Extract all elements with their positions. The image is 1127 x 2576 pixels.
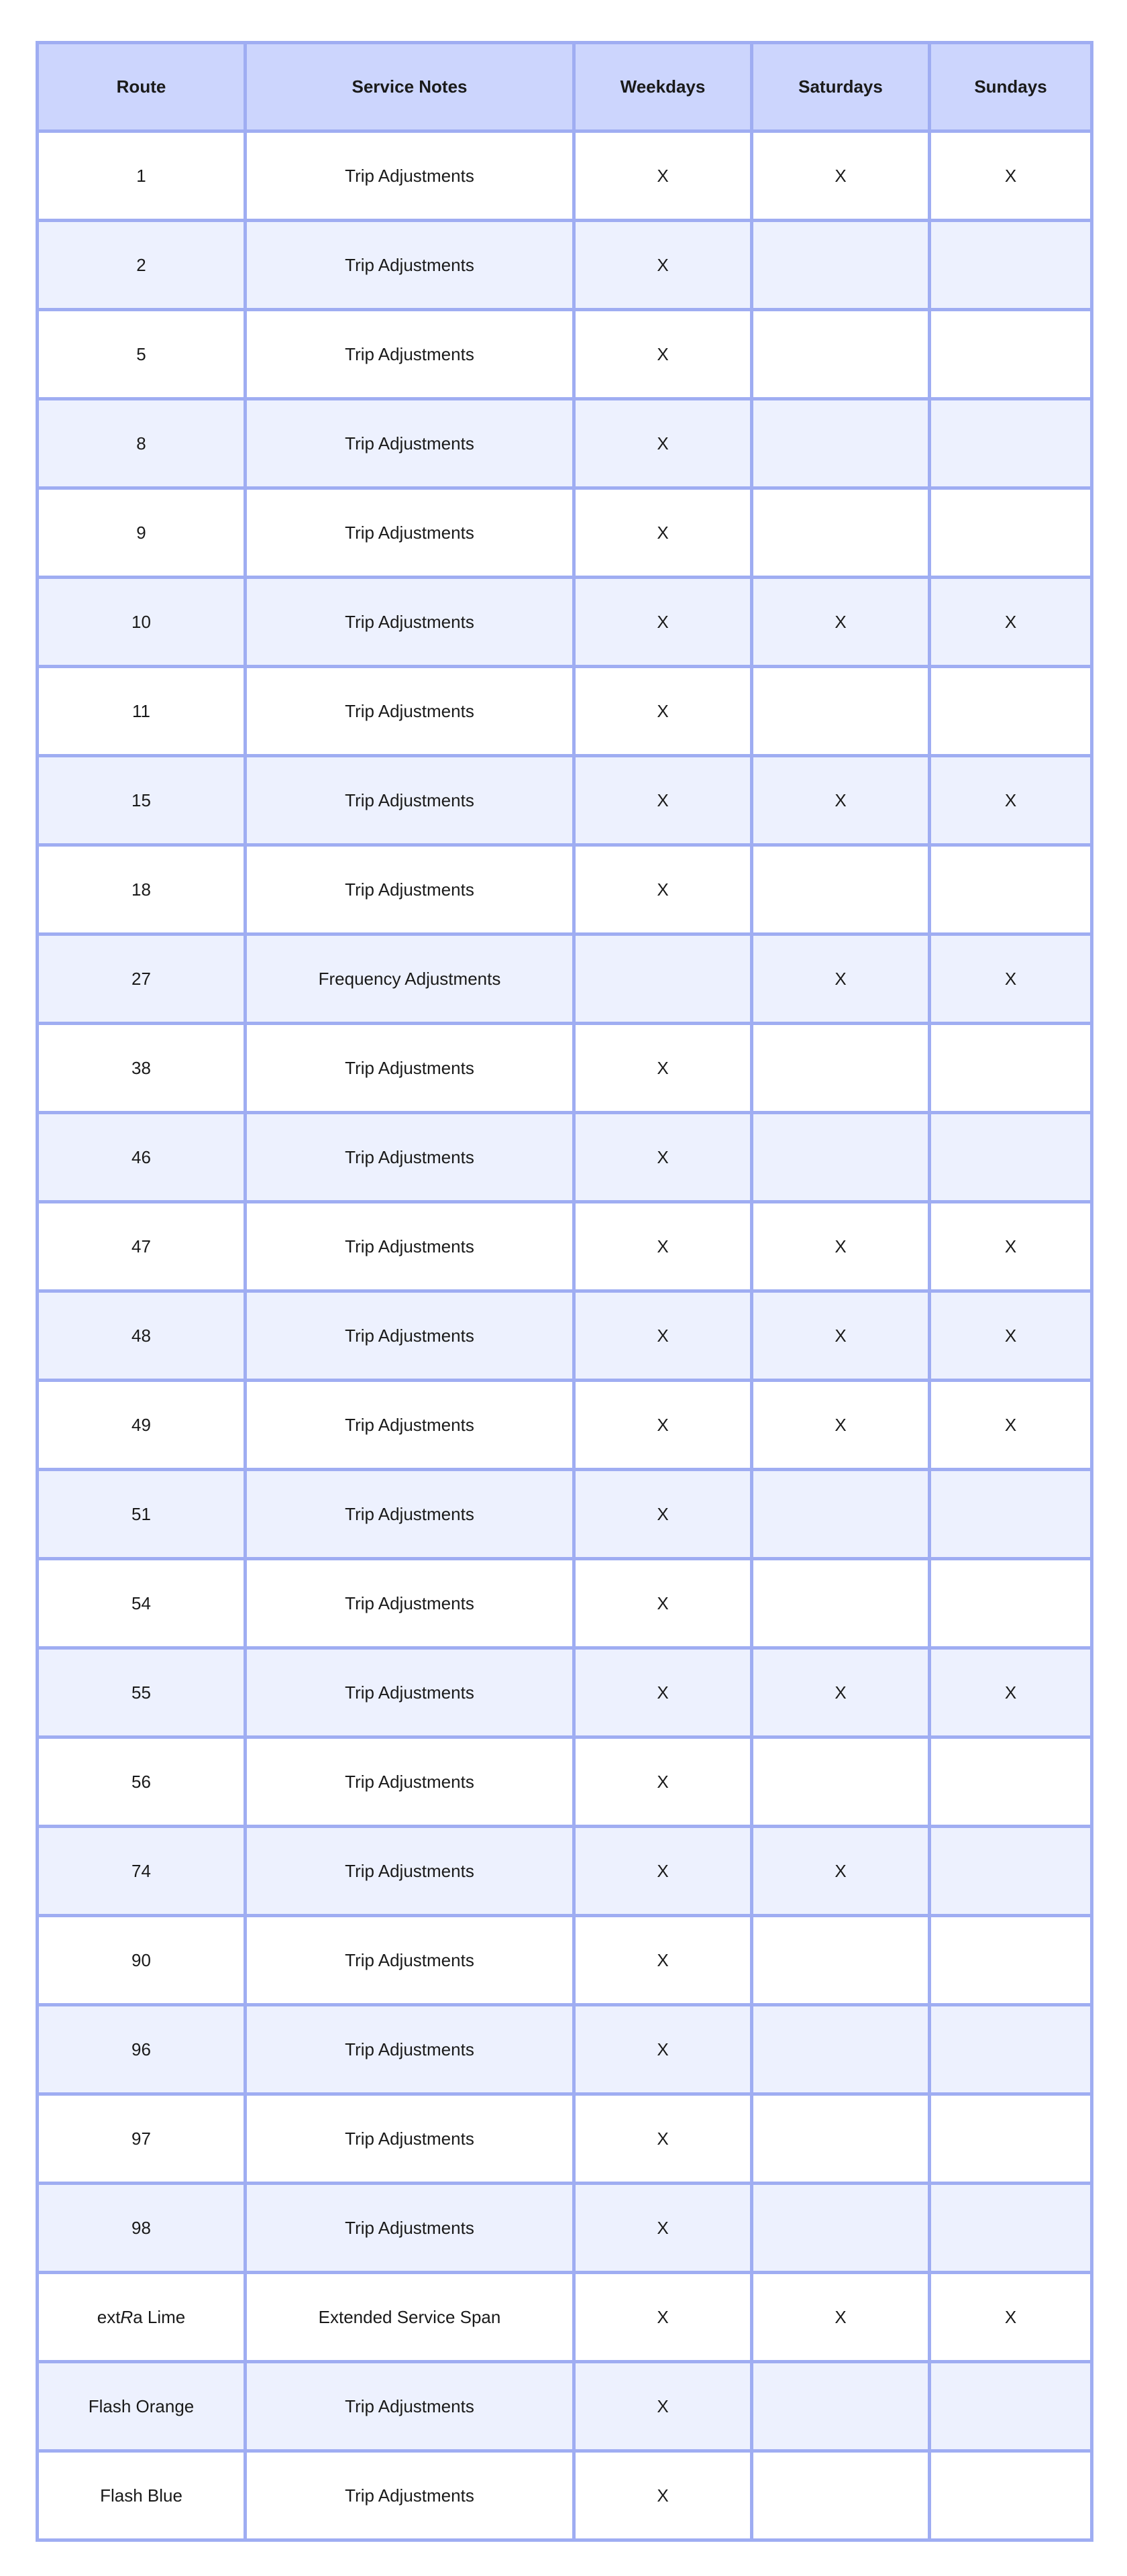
weekdays-cell: X bbox=[574, 2362, 752, 2451]
route-cell: Flash Blue bbox=[38, 2451, 246, 2540]
header-weekdays: Weekdays bbox=[574, 43, 752, 131]
table-row bbox=[38, 2094, 1092, 2184]
route-cell: 97 bbox=[38, 2094, 246, 2184]
weekdays-cell: X bbox=[574, 2005, 752, 2094]
header-route: Route bbox=[38, 43, 246, 131]
sundays-cell bbox=[930, 2005, 1092, 2094]
sundays-cell bbox=[930, 310, 1092, 399]
weekdays-cell: X bbox=[574, 399, 752, 488]
weekdays-cell: X bbox=[574, 1024, 752, 1113]
service-notes-cell: Trip Adjustments bbox=[246, 2362, 574, 2451]
saturdays-cell bbox=[752, 845, 930, 934]
table-row bbox=[38, 221, 1092, 310]
route-cell: 2 bbox=[38, 221, 246, 310]
table-row bbox=[38, 1559, 1092, 1648]
route-cell: 90 bbox=[38, 1916, 246, 2005]
sundays-cell: X bbox=[930, 756, 1092, 845]
service-notes-cell: Trip Adjustments bbox=[246, 1737, 574, 1827]
sundays-cell bbox=[930, 1113, 1092, 1202]
service-notes-cell: Trip Adjustments bbox=[246, 488, 574, 578]
saturdays-cell bbox=[752, 1024, 930, 1113]
saturdays-cell: X bbox=[752, 2273, 930, 2362]
service-notes-cell: Trip Adjustments bbox=[246, 1113, 574, 1202]
service-notes-cell: Trip Adjustments bbox=[246, 1202, 574, 1291]
weekdays-cell bbox=[574, 934, 752, 1024]
saturdays-cell: X bbox=[752, 131, 930, 221]
service-changes-table bbox=[36, 41, 1093, 2542]
saturdays-cell bbox=[752, 1470, 930, 1559]
header-sundays: Sundays bbox=[930, 43, 1092, 131]
saturdays-cell bbox=[752, 1113, 930, 1202]
route-cell: 48 bbox=[38, 1291, 246, 1381]
weekdays-cell: X bbox=[574, 845, 752, 934]
weekdays-cell: X bbox=[574, 1202, 752, 1291]
sundays-cell: X bbox=[930, 1381, 1092, 1470]
weekdays-cell: X bbox=[574, 2273, 752, 2362]
service-notes-cell: Frequency Adjustments bbox=[246, 934, 574, 1024]
saturdays-cell: X bbox=[752, 1381, 930, 1470]
weekdays-cell: X bbox=[574, 1916, 752, 2005]
table-row bbox=[38, 756, 1092, 845]
saturdays-cell bbox=[752, 1737, 930, 1827]
service-notes-cell: Trip Adjustments bbox=[246, 1916, 574, 2005]
table-row bbox=[38, 2184, 1092, 2273]
saturdays-cell bbox=[752, 310, 930, 399]
sundays-cell bbox=[930, 1916, 1092, 2005]
saturdays-cell: X bbox=[752, 756, 930, 845]
table-row bbox=[38, 2273, 1092, 2362]
service-notes-cell: Trip Adjustments bbox=[246, 1024, 574, 1113]
weekdays-cell: X bbox=[574, 1648, 752, 1737]
table-row bbox=[38, 310, 1092, 399]
sundays-cell bbox=[930, 1559, 1092, 1648]
table-row bbox=[38, 667, 1092, 756]
service-notes-cell: Extended Service Span bbox=[246, 2273, 574, 2362]
weekdays-cell: X bbox=[574, 1827, 752, 1916]
service-notes-cell: Trip Adjustments bbox=[246, 310, 574, 399]
weekdays-cell: X bbox=[574, 131, 752, 221]
sundays-cell: X bbox=[930, 1291, 1092, 1381]
route-cell: 8 bbox=[38, 399, 246, 488]
saturdays-cell bbox=[752, 2184, 930, 2273]
saturdays-cell: X bbox=[752, 1827, 930, 1916]
route-cell: 11 bbox=[38, 667, 246, 756]
sundays-cell bbox=[930, 1470, 1092, 1559]
sundays-cell bbox=[930, 399, 1092, 488]
service-notes-cell: Trip Adjustments bbox=[246, 845, 574, 934]
table-row bbox=[38, 1291, 1092, 1381]
service-notes-cell: Trip Adjustments bbox=[246, 1381, 574, 1470]
header-saturdays: Saturdays bbox=[752, 43, 930, 131]
service-notes-cell: Trip Adjustments bbox=[246, 578, 574, 667]
service-changes-table-container bbox=[36, 41, 1090, 2542]
table-row bbox=[38, 1648, 1092, 1737]
sundays-cell: X bbox=[930, 1202, 1092, 1291]
service-notes-cell: Trip Adjustments bbox=[246, 1291, 574, 1381]
service-notes-cell: Trip Adjustments bbox=[246, 2005, 574, 2094]
saturdays-cell bbox=[752, 2362, 930, 2451]
table-row bbox=[38, 934, 1092, 1024]
saturdays-cell bbox=[752, 221, 930, 310]
sundays-cell bbox=[930, 488, 1092, 578]
table-row bbox=[38, 1024, 1092, 1113]
weekdays-cell: X bbox=[574, 756, 752, 845]
route-cell: 46 bbox=[38, 1113, 246, 1202]
route-cell: 96 bbox=[38, 2005, 246, 2094]
service-notes-cell: Trip Adjustments bbox=[246, 667, 574, 756]
sundays-cell bbox=[930, 2184, 1092, 2273]
route-cell: 1 bbox=[38, 131, 246, 221]
table-row bbox=[38, 1737, 1092, 1827]
service-notes-cell: Trip Adjustments bbox=[246, 1559, 574, 1648]
weekdays-cell: X bbox=[574, 1113, 752, 1202]
weekdays-cell: X bbox=[574, 1291, 752, 1381]
saturdays-cell: X bbox=[752, 578, 930, 667]
route-cell: 38 bbox=[38, 1024, 246, 1113]
sundays-cell bbox=[930, 1737, 1092, 1827]
weekdays-cell: X bbox=[574, 310, 752, 399]
weekdays-cell: X bbox=[574, 1470, 752, 1559]
sundays-cell bbox=[930, 667, 1092, 756]
saturdays-cell bbox=[752, 1916, 930, 2005]
route-cell: 10 bbox=[38, 578, 246, 667]
route-cell: 54 bbox=[38, 1559, 246, 1648]
service-notes-cell: Trip Adjustments bbox=[246, 1827, 574, 1916]
saturdays-cell bbox=[752, 2451, 930, 2540]
table-row bbox=[38, 1113, 1092, 1202]
service-notes-cell: Trip Adjustments bbox=[246, 2094, 574, 2184]
sundays-cell bbox=[930, 1024, 1092, 1113]
route-cell: 55 bbox=[38, 1648, 246, 1737]
weekdays-cell: X bbox=[574, 221, 752, 310]
route-cell: 15 bbox=[38, 756, 246, 845]
table-row bbox=[38, 845, 1092, 934]
header-service-notes: Service Notes bbox=[246, 43, 574, 131]
route-cell: extRa Lime bbox=[38, 2273, 246, 2362]
service-notes-cell: Trip Adjustments bbox=[246, 1648, 574, 1737]
route-cell: 49 bbox=[38, 1381, 246, 1470]
saturdays-cell: X bbox=[752, 1648, 930, 1737]
route-cell: 56 bbox=[38, 1737, 246, 1827]
saturdays-cell: X bbox=[752, 1202, 930, 1291]
route-cell: 74 bbox=[38, 1827, 246, 1916]
saturdays-cell bbox=[752, 1559, 930, 1648]
sundays-cell bbox=[930, 221, 1092, 310]
route-cell: 51 bbox=[38, 1470, 246, 1559]
table-row bbox=[38, 2005, 1092, 2094]
weekdays-cell: X bbox=[574, 578, 752, 667]
weekdays-cell: X bbox=[574, 2451, 752, 2540]
route-cell: 27 bbox=[38, 934, 246, 1024]
sundays-cell: X bbox=[930, 578, 1092, 667]
table-row bbox=[38, 1916, 1092, 2005]
table-row bbox=[38, 578, 1092, 667]
sundays-cell bbox=[930, 1827, 1092, 1916]
route-cell: 98 bbox=[38, 2184, 246, 2273]
saturdays-cell: X bbox=[752, 934, 930, 1024]
service-notes-cell: Trip Adjustments bbox=[246, 2451, 574, 2540]
sundays-cell bbox=[930, 2451, 1092, 2540]
service-notes-cell: Trip Adjustments bbox=[246, 221, 574, 310]
weekdays-cell: X bbox=[574, 1737, 752, 1827]
service-notes-cell: Trip Adjustments bbox=[246, 399, 574, 488]
table-header-row bbox=[38, 43, 1092, 131]
table-row bbox=[38, 1827, 1092, 1916]
sundays-cell: X bbox=[930, 1648, 1092, 1737]
sundays-cell: X bbox=[930, 2273, 1092, 2362]
saturdays-cell bbox=[752, 667, 930, 756]
table-row bbox=[38, 2451, 1092, 2540]
service-notes-cell: Trip Adjustments bbox=[246, 2184, 574, 2273]
table-row bbox=[38, 2362, 1092, 2451]
table-row bbox=[38, 399, 1092, 488]
sundays-cell bbox=[930, 845, 1092, 934]
route-cell: 18 bbox=[38, 845, 246, 934]
route-cell: Flash Orange bbox=[38, 2362, 246, 2451]
saturdays-cell bbox=[752, 2005, 930, 2094]
weekdays-cell: X bbox=[574, 667, 752, 756]
service-notes-cell: Trip Adjustments bbox=[246, 756, 574, 845]
sundays-cell: X bbox=[930, 934, 1092, 1024]
sundays-cell: X bbox=[930, 131, 1092, 221]
table-row bbox=[38, 131, 1092, 221]
weekdays-cell: X bbox=[574, 488, 752, 578]
route-cell: 47 bbox=[38, 1202, 246, 1291]
saturdays-cell bbox=[752, 2094, 930, 2184]
route-cell: 5 bbox=[38, 310, 246, 399]
service-notes-cell: Trip Adjustments bbox=[246, 131, 574, 221]
route-cell: 9 bbox=[38, 488, 246, 578]
table-row bbox=[38, 1381, 1092, 1470]
weekdays-cell: X bbox=[574, 2094, 752, 2184]
weekdays-cell: X bbox=[574, 1559, 752, 1648]
table-body bbox=[38, 131, 1092, 2540]
service-notes-cell: Trip Adjustments bbox=[246, 1470, 574, 1559]
weekdays-cell: X bbox=[574, 2184, 752, 2273]
table-row bbox=[38, 1202, 1092, 1291]
table-row bbox=[38, 488, 1092, 578]
sundays-cell bbox=[930, 2094, 1092, 2184]
saturdays-cell: X bbox=[752, 1291, 930, 1381]
sundays-cell bbox=[930, 2362, 1092, 2451]
saturdays-cell bbox=[752, 399, 930, 488]
table-row bbox=[38, 1470, 1092, 1559]
saturdays-cell bbox=[752, 488, 930, 578]
weekdays-cell: X bbox=[574, 1381, 752, 1470]
